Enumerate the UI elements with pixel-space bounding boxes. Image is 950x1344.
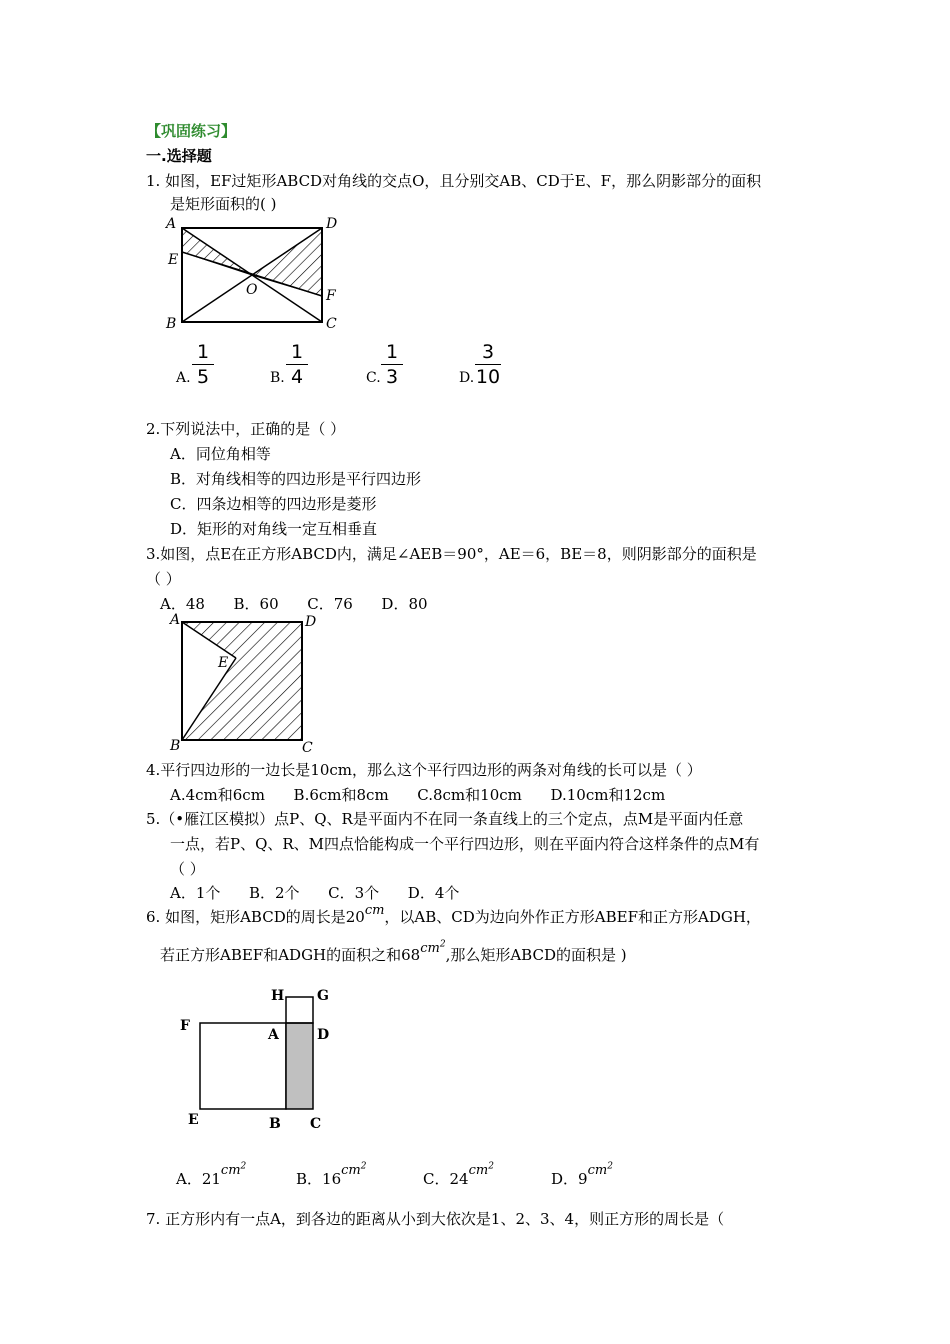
q6-option-a: A．$21cm^2$ (176, 1161, 247, 1188)
q4-stem: 4.平行四边形的一边长是10cm，那么这个平行四边形的两条对角线的长可以是（ ） (146, 761, 702, 779)
q5-stem-line2: 一点，若P、Q、R、M四点恰能构成一个平行四边形，则在平面内符合这样条件的点M有 (170, 835, 760, 853)
q1-label-A: A (166, 216, 177, 232)
q3-label-D: D (305, 614, 317, 630)
q6-option-d: D．$9cm^2$ (551, 1161, 613, 1188)
q1-label-F: F (326, 288, 336, 304)
q4-options: A.4cm和6cm B.6cm和8cm C.8cm和10cm D.10cm和12cm (170, 786, 666, 804)
q1-label-D: D (326, 216, 338, 232)
q1-label-C: C (326, 316, 337, 332)
q1-stem-line1: 1. 如图，EF过矩形ABCD对角线的交点O，且分别交AB、CD于E、F，那么阴影部分的面积 (146, 172, 762, 190)
q1-label-B: B (166, 316, 177, 332)
q3-label-A: A (170, 612, 181, 628)
q1-option-b-fraction: 1 4 (286, 342, 308, 387)
q5-options: A．1个 B．2个 C．3个 D．4个 (170, 884, 460, 902)
q6-label-A: A (268, 1027, 279, 1043)
q1-option-a-label: A. (176, 370, 191, 386)
q5-stem-line1: 5.（•雁江区模拟）点P、Q、R是平面内不在同一条直线上的三个定点，点M是平面内任意 (146, 810, 744, 828)
q6-line1-part1: 6. 如图，矩形ABCD的周长是20 (146, 908, 365, 926)
q6-option-b: B．$16cm^2$ (296, 1161, 367, 1188)
q6-label-E: E (188, 1112, 199, 1128)
q1-option-d-fraction: 3 10 (475, 341, 501, 388)
q6-figure (172, 982, 342, 1132)
q6-label-H: H (271, 988, 285, 1004)
q1-label-O: O (246, 282, 258, 298)
q2-option-d: D．矩形的对角线一定互相垂直 (170, 520, 378, 538)
q6-label-F: F (180, 1018, 190, 1034)
q1-option-c-fraction: 1 3 (381, 342, 403, 387)
q6-line1-part2: ，以AB、CD为边向外作正方形ABEF和正方形ADGH， (384, 908, 761, 926)
q3-stem-line1: 3.如图，点E在正方形ABCD内，满足∠AEB＝90°，AE＝6，BE＝8，则阴影部分的面积是 (146, 545, 757, 563)
q3-stem-line2: （ ） (146, 570, 181, 588)
q6-option-c: C．$24cm^2$ (423, 1161, 494, 1188)
q1-option-d-label: D. (459, 370, 475, 386)
q1-option-b-label: B. (270, 370, 285, 386)
q5-stem-line3: （ ） (170, 860, 205, 878)
q6-unit-cm: cm (364, 903, 385, 918)
q3-label-E: E (218, 655, 229, 671)
q3-figure (162, 610, 327, 755)
q6-line2-part1: 若正方形ABEF和ADGH的面积之和68 (160, 946, 421, 964)
q6-label-D: D (317, 1027, 330, 1043)
section-heading: 一.选择题 (146, 147, 212, 165)
q1-option-a-fraction: 1 5 (192, 342, 214, 387)
q1-stem-line2: 是矩形面积的( ) (170, 195, 277, 213)
q7-stem: 7. 正方形内有一点A，到各边的距离从小到大依次是1、2、3、4，则正方形的周长是（ (146, 1210, 725, 1228)
q1-option-c-label: C. (366, 370, 381, 386)
q2-option-b: B．对角线相等的四边形是平行四边形 (170, 470, 422, 488)
q6-label-C: C (310, 1116, 322, 1132)
q3-options: A．48 B．60 C．76 D．80 (160, 595, 428, 613)
q1-label-E: E (168, 252, 179, 268)
q6-label-G: G (317, 988, 329, 1004)
q1-figure (160, 212, 345, 337)
q6-stem-line1 (146, 903, 761, 927)
q6-unit-cm2: $cm^2$ (420, 939, 446, 956)
q3-label-B: B (170, 738, 181, 754)
q2-stem: 2.下列说法中，正确的是（ ） (146, 420, 346, 438)
q2-option-c: C．四条边相等的四边形是菱形 (170, 495, 377, 513)
q3-label-C: C (302, 740, 313, 755)
q6-stem-line2 (160, 939, 627, 965)
q2-option-a: A．同位角相等 (170, 445, 271, 463)
q6-line2-part2: ,那么矩形ABCD的面积是 ) (445, 946, 627, 964)
exercise-title: 【巩固练习】 (146, 122, 237, 140)
q6-label-B: B (269, 1116, 281, 1132)
